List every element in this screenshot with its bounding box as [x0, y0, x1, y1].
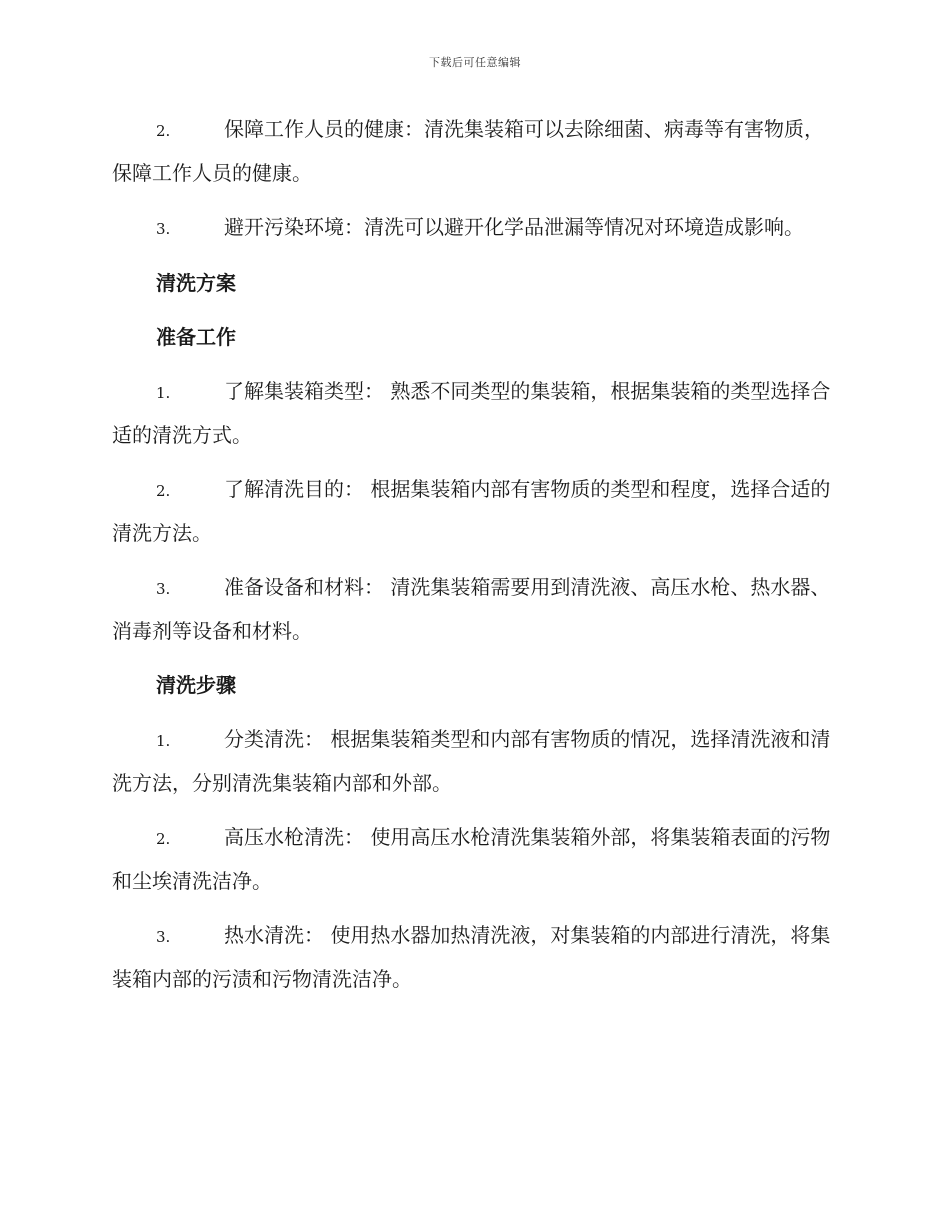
list-item — [112, 206, 842, 250]
list-text: 保障工作人员的健康：清洗集装箱可以去除细菌、病毒等有害物质，保障工作人员的健康。 — [112, 117, 824, 185]
list-text: 高压水枪清洗： 使用高压水枪清洗集装箱外部，将集装箱表面的污物和尘埃清洗洁净。 — [112, 825, 831, 893]
subsection-heading-prep: 准备工作 — [156, 325, 236, 349]
list-text: 分类清洗： 根据集装箱类型和内部有害物质的情况，选择清洗液和清洗方法，分别清洗集装箱内部和外部。 — [112, 727, 831, 795]
list-text: 准备设备和材料： 清洗集装箱需要用到清洗液、高压水枪、热水器、消毒剂等设备和材料。 — [112, 575, 831, 643]
list-text: 热水清洗： 使用热水器加热清洗液，对集装箱的内部进行清洗，将集装箱内部的污渍和污物清洗洁净。 — [112, 923, 831, 991]
subsection-heading-steps: 清洗步骤 — [156, 673, 236, 697]
list-number: 2. — [156, 830, 171, 848]
list-item — [112, 718, 842, 804]
list-number: 1. — [156, 384, 171, 402]
document-body — [112, 108, 842, 1012]
list-text: 避开污染环境：清洗可以避开化学品泄漏等情况对环境造成影响。 — [224, 215, 804, 239]
list-number: 2. — [156, 482, 171, 500]
list-number: 3. — [156, 928, 171, 946]
list-item — [112, 108, 842, 194]
section-heading: 清洗方案 — [156, 271, 236, 295]
list-text: 了解集装箱类型： 熟悉不同类型的集装箱，根据集装箱的类型选择合适的清洗方式。 — [112, 379, 831, 447]
list-text: 了解清洗目的： 根据集装箱内部有害物质的类型和程度，选择合适的清洗方法。 — [112, 477, 831, 545]
list-number: 3. — [156, 580, 171, 598]
list-item — [112, 566, 842, 652]
list-item — [112, 816, 842, 902]
list-item — [112, 914, 842, 1000]
list-number: 3. — [156, 220, 171, 238]
list-item — [112, 370, 842, 456]
page-header: 下载后可任意编辑 — [429, 56, 521, 69]
list-item — [112, 468, 842, 554]
list-number: 2. — [156, 122, 171, 140]
list-number: 1. — [156, 732, 171, 750]
